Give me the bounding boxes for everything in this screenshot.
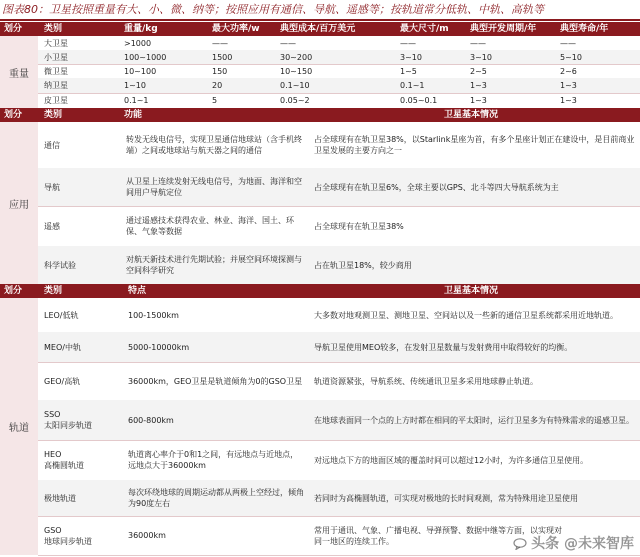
orbit-row: [38, 362, 640, 401]
orbit-status: 导航卫星使用MEO较多，在发射卫星数量与发射费用中取得较好的均衡。: [314, 342, 573, 352]
weight-cell: 0.1~1: [124, 96, 149, 105]
weight-header-col-4: 典型成本/百万美元: [280, 24, 356, 34]
weight-cell: 1~3: [560, 81, 577, 90]
weight-header-col-3: 最大功率/w: [212, 24, 260, 34]
application-status: 占全球现有在轨卫星6%，全球主要以GPS、北斗等四大导航系统为主: [314, 182, 559, 192]
orbit-feature: 轨道离心率介于0和1之间，有远地点与近地点，远地点大于36000km: [128, 450, 299, 470]
weight-cell: 100~1000: [124, 52, 167, 62]
orbit-category: 轨道: [0, 298, 38, 555]
application-function: 对航天新技术进行先期试验；并展空间环境探测与空间科学研究: [126, 255, 302, 275]
weight-header-col-0: 划分: [4, 24, 23, 34]
orbit-header-col-1: 类别: [44, 286, 63, 296]
application-row: [38, 122, 640, 169]
orbit-type: 极地轨道: [44, 493, 76, 503]
weight-cell: 1~5: [400, 66, 417, 76]
weight-cell: 微卫星: [44, 66, 68, 76]
weight-header: [0, 22, 640, 36]
weight-cell: 大卫星: [44, 38, 68, 48]
weight-category: 重量: [0, 36, 38, 108]
weight-cell: ——: [212, 38, 228, 48]
weight-cell: 1~3: [560, 96, 577, 105]
application-type: 遥感: [44, 221, 60, 231]
orbit-row: [38, 400, 640, 441]
weight-cell: 1~10: [124, 81, 146, 90]
figure-title: 图表80：卫星按照重量有大、小、微、纳等；按照应用有通信、导航、遥感等；按轨道常分低轨、中轨、高轨等: [2, 3, 544, 16]
application-category: 应用: [0, 122, 38, 284]
watermark-text: 头条 @未来智库: [531, 536, 634, 552]
application-status: 占全球现有在轨卫星38%，以Starlink星座为首，有多个星座计划正在建设中，是目前商业卫星发展的主要方向之一: [314, 135, 635, 155]
orbit-feature: 600-800km: [128, 415, 174, 425]
weight-cell: 5: [212, 96, 218, 105]
orbit-type: HEO 高椭圆轨道: [44, 450, 84, 470]
application-status: 占全球现有在轨卫星38%: [314, 221, 404, 231]
weight-cell: 10~150: [280, 66, 313, 76]
orbit-feature: 100-1500km: [128, 310, 179, 320]
orbit-type: GEO/高轨: [44, 376, 81, 386]
orbit-type: MEO/中轨: [44, 342, 81, 352]
orbit-feature: 36000km，GEO卫星是轨道倾角为0的GSO卫星: [128, 376, 303, 386]
weight-cell: 0.05~2: [280, 96, 310, 105]
application-type: 科学试验: [44, 260, 76, 270]
orbit-row: [38, 480, 640, 517]
title-rule: [0, 19, 640, 21]
weight-cell: 皮卫星: [44, 96, 68, 105]
weight-cell: 150: [212, 66, 228, 76]
weight-header-col-7: 典型寿命/年: [560, 24, 609, 34]
orbit-status: 在地球表面同一个点的上方时都在相同的平太阳时，运行卫星多为有特殊需求的遥感卫星。: [314, 415, 634, 425]
orbit-status: 对远地点下方的地面区域的覆盖时间可以超过12小时，为许多通信卫星使用。: [314, 455, 589, 465]
chat-bubble-icon: [513, 538, 527, 550]
watermark: [513, 533, 634, 553]
application-header-col-3: 卫星基本情况: [444, 110, 499, 120]
application-row: [38, 168, 640, 207]
weight-cell: ——: [280, 38, 296, 48]
weight-row: [38, 50, 640, 65]
weight-cell: 10~100: [124, 66, 157, 76]
weight-cell: 3~10: [470, 52, 492, 62]
orbit-feature: 5000-10000km: [128, 342, 190, 352]
orbit-feature: 36000km: [128, 531, 166, 540]
orbit-status: 轨道资源紧张，导航系统、传统通讯卫星多采用地球静止轨道。: [314, 376, 538, 386]
application-header-col-2: 功能: [124, 110, 143, 120]
weight-row: [38, 64, 640, 79]
weight-cell: >1000: [124, 38, 152, 48]
application-header: [0, 108, 640, 122]
orbit-row: [38, 332, 640, 363]
weight-row: [38, 93, 640, 109]
application-function: 通过遥感技术获得农业、林业、海洋、国土、环保、气象等数据: [126, 216, 294, 236]
orbit-header-col-0: 划分: [4, 286, 23, 296]
weight-cell: ——: [400, 38, 416, 48]
weight-row: [38, 78, 640, 94]
application-function: 转发无线电信号，实现卫星通信地球站（含手机终端）之间或地球站与航天器之间的通信: [126, 135, 302, 155]
orbit-header-col-3: 卫星基本情况: [444, 286, 499, 296]
weight-cell: 2~6: [560, 66, 577, 76]
orbit-status: 常用于通讯、气象、广播电视、导弹预警、数据中继等方面，以实现对同一地区的连续工作。: [314, 525, 562, 546]
weight-header-col-6: 典型开发周期/年: [470, 24, 537, 34]
weight-cell: ——: [560, 38, 576, 48]
weight-cell: 30~200: [280, 52, 313, 62]
orbit-row: [38, 440, 640, 481]
weight-cell: 20: [212, 81, 223, 90]
weight-header-col-2: 重量/kg: [124, 24, 158, 34]
weight-cell: 1~3: [470, 81, 487, 90]
orbit-header-col-2: 特点: [128, 286, 147, 296]
application-header-col-0: 划分: [4, 110, 23, 120]
orbit-type: GSO 地球同步轨道: [44, 525, 92, 546]
orbit-status: 若同时为高椭圆轨道，可实现对极地的长时间观测，常为特殊用途卫星使用: [314, 493, 578, 503]
weight-cell: 0.1~10: [280, 81, 310, 90]
weight-cell: 小卫星: [44, 52, 68, 62]
orbit-header: [0, 284, 640, 298]
orbit-type: SSO 太阳同步轨道: [44, 410, 92, 430]
weight-header-col-1: 类别: [44, 24, 63, 34]
weight-row: [38, 36, 640, 51]
application-function: 从卫星上连续发射无线电信号，为地面、海洋和空间用户导航定位: [126, 177, 302, 197]
application-type: 导航: [44, 182, 60, 192]
orbit-status: 大多数对地观测卫星、测地卫星、空间站以及一些新的通信卫星系统都采用近地轨道。: [314, 310, 618, 320]
weight-cell: 0.05~0.1: [400, 96, 438, 105]
orbit-type: LEO/低轨: [44, 310, 79, 320]
application-header-col-1: 类别: [44, 110, 63, 120]
weight-header-col-5: 最大尺寸/m: [400, 24, 449, 34]
weight-cell: 1500: [212, 52, 233, 62]
application-row: [38, 206, 640, 247]
weight-cell: 5~10: [560, 52, 582, 62]
application-type: 通信: [44, 140, 60, 150]
weight-cell: 1~3: [470, 96, 487, 105]
orbit-feature: 每次环绕地球的周期运动都从两极上空经过，倾角为90度左右: [128, 488, 304, 508]
weight-cell: ——: [470, 38, 486, 48]
application-row: [38, 246, 640, 285]
orbit-row: [38, 298, 640, 333]
weight-cell: 2~5: [470, 66, 487, 76]
application-status: 占在轨卫星18%，较少商用: [314, 260, 412, 270]
weight-cell: 3~10: [400, 52, 422, 62]
weight-cell: 0.1~1: [400, 81, 425, 90]
weight-cell: 纳卫星: [44, 81, 68, 90]
